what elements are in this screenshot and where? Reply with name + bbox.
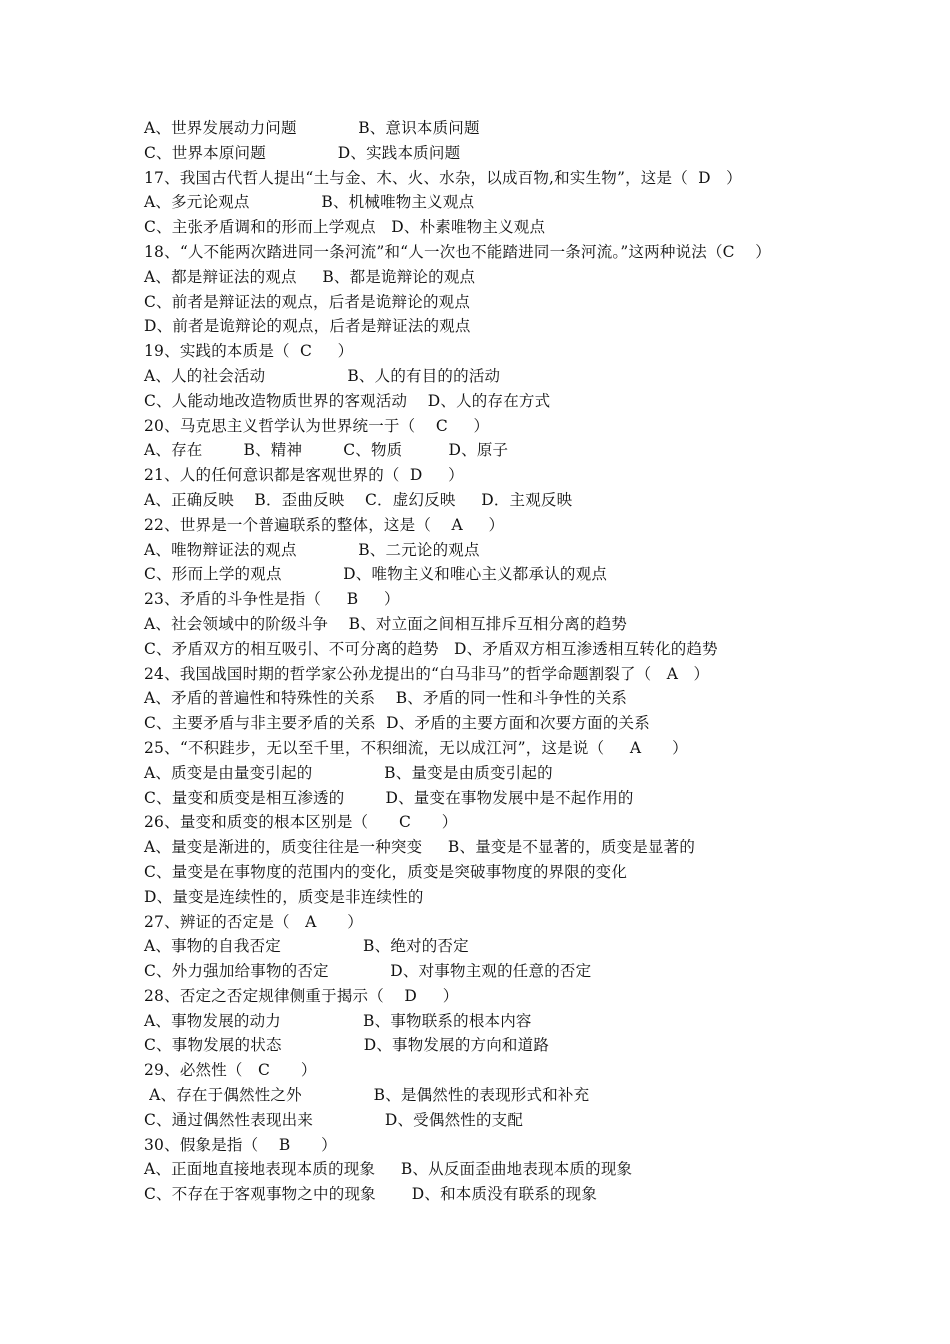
text-line: A、社会领域中的阶级斗争 B、对立面之间相互排斥互相分离的趋势: [144, 614, 628, 633]
text-line: C、前者是辩证法的观点，后者是诡辩论的观点: [144, 292, 471, 311]
text-line: C、事物发展的状态 D、事物发展的方向和道路: [144, 1036, 550, 1055]
text-line: A、唯物辩证法的观点 B、二元论的观点: [144, 540, 480, 559]
text-line: A、矛盾的普遍性和特殊性的关系 B、矛盾的同一性和斗争性的关系: [144, 689, 628, 708]
text-line: 25、“不积跬步，无以至千里，不积细流，无以成江河”，这是说（ A ）: [144, 738, 688, 757]
text-line: 28、否定之否定规律侧重于揭示（ D ）: [144, 986, 459, 1005]
text-line: D、量变是连续性的，质变是非连续性的: [144, 887, 424, 906]
text-line: C、外力强加给事物的否定 D、对事物主观的任意的否定: [144, 962, 592, 981]
text-line: 23、矛盾的斗争性是指（ B ）: [144, 590, 400, 609]
text-line: C、量变和质变是相互渗透的 D、量变在事物发展中是不起作用的: [144, 788, 634, 807]
text-line: 18、“人不能两次踏进同一条河流”和“人一次也不能踏进同一条河流。”这两种说法（C ）: [144, 242, 771, 261]
text-line: A、人的社会活动 B、人的有目的的活动: [144, 366, 501, 385]
text-line: C、不存在于客观事物之中的现象 D、和本质没有联系的现象: [144, 1185, 598, 1204]
text-line: 19、实践的本质是（ C ）: [144, 342, 354, 361]
text-line: 24、我国战国时期的哲学家公孙龙提出的“白马非马”的哲学命题割裂了（ A ）: [144, 664, 710, 683]
text-line: D、前者是诡辩论的观点，后者是辩证法的观点: [144, 317, 471, 336]
text-line: C、世界本原问题 D、实践本质问题: [144, 143, 461, 162]
text-line: 30、假象是指（ B ）: [144, 1135, 337, 1154]
text-line: 26、量变和质变的根本区别是（ C ）: [144, 813, 458, 832]
text-line: A、多元论观点 B、机械唯物主义观点: [144, 193, 475, 212]
text-line: A、正面地直接地表现本质的现象 B、从反面歪曲地表现本质的现象: [144, 1160, 633, 1179]
text-line: A、都是辩证法的观点 B、都是诡辩论的观点: [144, 267, 476, 286]
text-line: C、通过偶然性表现出来 D、受偶然性的支配: [144, 1110, 524, 1129]
text-line: A、质变是由量变引起的 B、量变是由质变引起的: [144, 763, 553, 782]
question-text-block: [144, 116, 844, 1207]
text-line: 20、马克思主义哲学认为世界统一于（ C ）: [144, 416, 490, 435]
text-line: C、主张矛盾调和的形而上学观点 D、朴素唯物主义观点: [144, 218, 546, 237]
text-line: A、存在于偶然性之外 B、是偶然性的表现形式和补充: [144, 1086, 590, 1105]
text-line: A、量变是渐进的，质变往往是一种突变 B、量变是不显著的，质变是显著的: [144, 838, 696, 857]
text-line: 21、人的任何意识都是客观世界的（ D ）: [144, 466, 464, 485]
text-line: A、世界发展动力问题 B、意识本质问题: [144, 119, 480, 137]
text-line: 17、我国古代哲人提出“土与金、木、火、水杂，以成百物,和实生物”，这是（ D ）: [144, 168, 742, 187]
text-line: 27、辨证的否定是（ A ）: [144, 912, 363, 931]
text-line: C、形而上学的观点 D、唯物主义和唯心主义都承认的观点: [144, 565, 608, 584]
text-line: C、量变是在事物度的范围内的变化，质变是突破事物度的界限的变化: [144, 862, 628, 881]
text-line: C、矛盾双方的相互吸引、不可分离的趋势 D、矛盾双方相互渗透相互转化的趋势: [144, 639, 718, 658]
text-line: 29、必然性（ C ）: [144, 1061, 317, 1080]
text-line: C、人能动地改造物质世界的客观活动 D、人的存在方式: [144, 391, 551, 410]
text-line: A、正确反映 B．歪曲反映 C．虚幻反映 D．主观反映: [144, 490, 573, 509]
text-line: 22、世界是一个普遍联系的整体，这是（ A ）: [144, 515, 505, 534]
text-line: A、事物发展的动力 B、事物联系的根本内容: [144, 1011, 532, 1030]
text-line: A、事物的自我否定 B、绝对的否定: [144, 937, 469, 956]
text-line: C、主要矛盾与非主要矛盾的关系 D、矛盾的主要方面和次要方面的关系: [144, 714, 650, 733]
text-line: A、存在 B、精神 C、物质 D、原子: [144, 441, 509, 460]
